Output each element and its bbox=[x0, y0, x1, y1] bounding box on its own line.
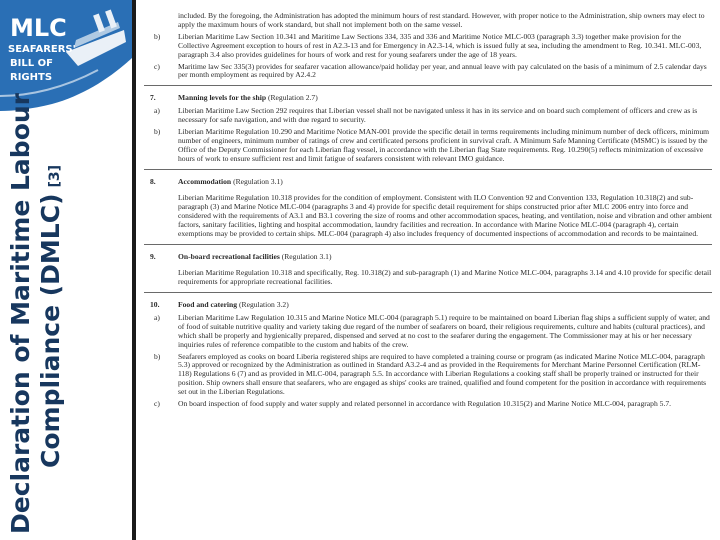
list-item bbox=[140, 128, 712, 164]
list-item bbox=[140, 107, 712, 125]
section-title: Food and catering bbox=[178, 300, 238, 310]
divider bbox=[144, 85, 712, 86]
item-letter: b) bbox=[154, 351, 161, 361]
list-item bbox=[140, 63, 712, 81]
page-title bbox=[6, 14, 126, 534]
section-heading-8 bbox=[140, 178, 712, 187]
item-letter: b) bbox=[154, 127, 161, 137]
section-heading-9 bbox=[140, 253, 712, 262]
intro-paragraph: included. By the foregoing, the Administration has adopted the minimum hours of rest standard. However, with proper notice to the Administration, ship owners may elect to apply the maximum hours of work standard, but shall not implement both on the same vessel. bbox=[178, 12, 705, 29]
sidebar bbox=[0, 0, 132, 540]
section-title: Manning levels for the ship bbox=[178, 93, 267, 103]
section-number: 7. bbox=[150, 93, 156, 103]
title-line-1: Declaration of Maritime Labour bbox=[6, 93, 35, 534]
divider bbox=[144, 244, 712, 245]
section-regulation: (Regulation 3.2) bbox=[238, 300, 289, 310]
list-item bbox=[140, 400, 712, 409]
section-regulation: (Regulation 2.7) bbox=[267, 93, 318, 103]
section-regulation: (Regulation 3.1) bbox=[233, 176, 283, 186]
section-regulation: (Regulation 3.1) bbox=[281, 251, 332, 261]
section-number: 9. bbox=[150, 251, 156, 261]
section-heading-10 bbox=[140, 301, 712, 310]
item-text: Liberian Maritime Law Section 10.341 and Maritime Law Sections 334, 335 and 336 and Maritime Notice MLC-003 (paragraph 3.3) together make provision for the Collective Agreement exception to hours of rest in A2.3-13 and for Emergency in A2.3-14, which is issued fully at sea, including the amendment to Reg. 10.341. MLC-003, paragraph 3.4 also provides guidelines for hours of work and rest for young seafarers under the age of 18 years. bbox=[178, 31, 702, 59]
item-letter: c) bbox=[154, 61, 160, 71]
item-text: Liberian Maritime Law Section 292 requires that Liberian vessel shall not be navigated unless it has in its service and on board such complement of officers and crew as is necessary for safe navigation, and with due regard to security. bbox=[178, 106, 698, 125]
list-item bbox=[140, 353, 712, 398]
section-paragraph: Liberian Maritime Regulation 10.318 and specifically, Reg. 10.318(2) and sub-paragraph (1) and Marine Notice MLC-004, paragraphs 3.14 and 4.10 provide for specific detail requirements for appropriate recreational facilities. bbox=[178, 268, 712, 287]
list-item bbox=[140, 314, 712, 350]
section-number: 10. bbox=[150, 300, 160, 310]
section-paragraph: Liberian Maritime Regulation 10.318 provides for the condition of employment. Consistent with ILO Convention 92 and Convention 133, Regulation 10.318(2) and sub-paragraph (3) and Marine Notice MLC-004 (paragraphs 3 and 4) provide for specific detail requirement for ships constructed prior after MLC 2006 entry into force and considered with the requirements of A3.1 and B3.1 covering the size of rooms and other accommodation spaces, heating, and ventilation, noise and vibration and other ambient factors, sanitary facilities, lighting and hospital accommodation, laundry facilities and recreation. In accordance with Marine Notice MLC-004 (paragraph 4), certain exemptions may be provided to certain ships. MLC-004 (paragraph 4) also includes frequency of documented inspections of accommodation and records to be maintained. bbox=[178, 193, 712, 238]
item-text: Liberian Maritime Law Regulation 10.315 and Marine Notice MLC-004 (paragraph 5.1) require to be maintained on board Liberian flag ships a sufficient supply of water, and of food of suitable nutritive quality and variety taking due regard of the number of seafarers on board, their religious requirements, culture and habits (cultural practices), and which shall be properly and hygienically prepared, dispensed and served at no cost to the seafarer during the engagement. The Commissioner may at his or her necessary inquiries rules of reference compatible to the custom and habits of the crew. bbox=[178, 312, 710, 349]
item-letter: c) bbox=[154, 399, 160, 409]
item-text: Maritime law Sec 335(3) provides for seafarer vacation allowance/paid holiday per year, and annual leave with pay calculated on the basis of a minimum of 2.5 calendar days per month employment as required by A2.4.2 bbox=[178, 61, 707, 80]
section-title: Accommodation bbox=[178, 176, 232, 186]
title-line-2 bbox=[36, 14, 70, 534]
logo-rights: RIGHTS bbox=[10, 72, 53, 83]
item-text: On board inspection of food supply and water supply and related personnel in accordance with Regulation 10.315(2) and Marine Notice MLC-004, paragraph 5.7. bbox=[178, 399, 672, 409]
title-reference: [3] bbox=[47, 164, 63, 188]
title-line-2-text: Compliance (DMLC) bbox=[36, 193, 65, 468]
logo-mlc: MLC bbox=[10, 14, 67, 42]
section-number: 8. bbox=[150, 176, 156, 186]
section-title: On-board recreational facilities bbox=[178, 251, 280, 261]
divider bbox=[144, 292, 712, 293]
divider bbox=[144, 169, 712, 170]
item-letter: b) bbox=[154, 31, 161, 41]
item-text: Liberian Maritime Regulation 10.290 and Maritime Notice MAN-001 provide the specific detail in terms requirements including minimum number of deck officers, minimum number of engineers, minimum number of ratings of crew and certificated persons proficient in survival craft. A Minimum Safe Manning Certificate (MSMC) is issued by the Office of the Deputy Commissioner for each Liberian flag vessel, in accordance with the Liberian flag State requirements. Reg. 10.290(5) reflects minimization of excessive hours of work to ensure sufficient rest and limit fatigue of seafarers consistent with relevant IMO guidance. bbox=[178, 127, 710, 163]
section-heading-7 bbox=[140, 94, 712, 103]
list-item bbox=[140, 33, 712, 60]
item-letter: a) bbox=[154, 106, 160, 116]
item-letter: a) bbox=[154, 312, 160, 322]
logo-bill-of: BILL OF bbox=[10, 58, 53, 69]
item-text: Seafarers employed as cooks on board Liberia registered ships are required to have completed a training course or program (as indicated Marine Notice MLC-004, paragraph 5.3) approved or recognized by the Administration as outlined in Standard A3.2-4 and as provided in the Requirements for Merchant Marine Personnel Certification (RLM-118) Regulations 6 (7) and as provided in MLC-004, paragraph 5.5. In accordance with Liberian Regulations a cooking staff shall be properly trained or instructed for their position. Ship owners shall ensure that seafarers, who are engaged as ships' cooks are trained, qualified and found competent for the position in accordance with requirements set out in the Liberian Regulations. bbox=[178, 351, 707, 397]
document-page bbox=[140, 12, 712, 540]
logo-seafarers: SEAFARERS' bbox=[8, 44, 76, 55]
sidebar-divider bbox=[132, 0, 136, 540]
